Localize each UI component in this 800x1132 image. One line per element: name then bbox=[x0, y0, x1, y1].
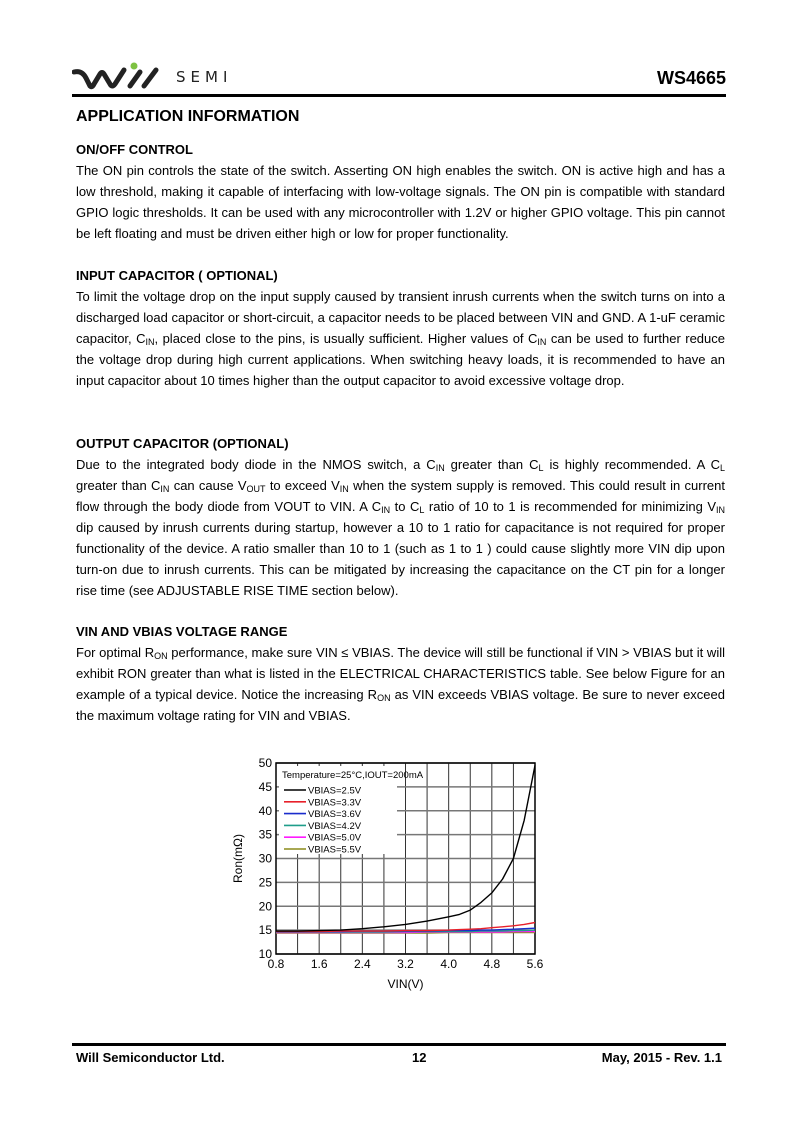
subscript: L bbox=[538, 463, 544, 473]
section-heading: VIN AND VBIAS VOLTAGE RANGE bbox=[76, 624, 288, 639]
x-tick-label: 2.4 bbox=[353, 957, 371, 971]
legend-label: VBIAS=3.6V bbox=[308, 809, 362, 821]
page-header bbox=[72, 58, 726, 97]
page-title: APPLICATION INFORMATION bbox=[76, 108, 300, 125]
subscript: IN bbox=[435, 463, 445, 473]
x-tick-label: 3.2 bbox=[397, 957, 414, 971]
subscript: IN bbox=[160, 484, 170, 494]
footer-revision: May, 2015 - Rev. 1.1 bbox=[601, 1050, 722, 1065]
subscript: IN bbox=[537, 337, 547, 347]
x-axis-label: VIN(V) bbox=[387, 977, 424, 991]
x-tick-label: 4.0 bbox=[440, 957, 458, 971]
subscript: L bbox=[419, 505, 425, 515]
y-tick-label: 45 bbox=[258, 779, 272, 794]
ron-vs-vin-chart bbox=[220, 752, 560, 997]
y-tick-label: 50 bbox=[258, 756, 272, 770]
section-heading: ON/OFF CONTROL bbox=[76, 142, 193, 157]
y-tick-label: 40 bbox=[258, 803, 272, 818]
subscript: L bbox=[719, 463, 725, 473]
subscript: ON bbox=[154, 651, 168, 661]
legend-label: VBIAS=2.5V bbox=[308, 785, 362, 797]
x-tick-label: 5.6 bbox=[526, 957, 544, 971]
x-tick-label: 1.6 bbox=[310, 957, 328, 971]
section-output-capacitor bbox=[76, 433, 725, 601]
legend-label: VBIAS=4.2V bbox=[308, 820, 362, 832]
page-footer bbox=[72, 1043, 726, 1068]
subscript: OUT bbox=[246, 484, 266, 494]
y-tick-label: 15 bbox=[258, 923, 272, 938]
document-id: WS4665 bbox=[656, 68, 726, 88]
x-tick-label: 0.8 bbox=[267, 957, 285, 971]
chart-annotation: Temperature=25°C,IOUT=200mA bbox=[282, 770, 424, 781]
y-tick-label: 35 bbox=[258, 827, 272, 842]
section-body: To limit the voltage drop on the input supply caused by transient inrush currents when the switch turns on into a discharged load capacitor or short-circuit, a capacitor needs to be placed between VIN and GND. A 1-uF ceramic capacitor, $C_{IN}$, placed close to the pins, is usually sufficient. Higher values of $C_{IN}$ can be used to further reduce the voltage drop during high current applications. When switching heavy loads, it is recommended to have an input capacitor about 10 times higher than the output capacitor to avoid excessive voltage drop. bbox=[76, 289, 725, 388]
section-input-capacitor bbox=[76, 265, 725, 391]
page-number: 12 bbox=[412, 1050, 427, 1065]
subscript: IN bbox=[145, 337, 155, 347]
section-heading: INPUT CAPACITOR ( OPTIONAL) bbox=[76, 268, 278, 283]
section-on-off-control bbox=[76, 139, 725, 244]
legend-label: VBIAS=5.5V bbox=[308, 844, 362, 856]
y-axis-label: Ron(mΩ) bbox=[231, 834, 245, 883]
footer-company: Will Semiconductor Ltd. bbox=[76, 1050, 225, 1065]
subscript: IN bbox=[716, 505, 725, 515]
section-body: For optimal $R_{ON}$ performance, make sure VIN ≤ VBIAS. The device will still be functional if VIN > VBIAS but it will exhibit RON greater than what is listed in the ELECTRICAL CHARACTERISTICS table. See below Figure for an example of a typical device. Notice the increasing $R_{ON}$ as VIN exceeds VBIAS voltage. Be sure to never exceed the maximum voltage rating for VIN and VBIAS. bbox=[76, 645, 725, 723]
chart-svg bbox=[220, 752, 560, 997]
section-body: The ON pin controls the state of the switch. Asserting ON high enables the switch. ON is active high and has a low threshold, making it capable of interfacing with low-voltage signals. The ON pin is compatible with standard GPIO logic thresholds. It can be used with any microcontroller with 1.2V or higher GPIO voltage. This pin cannot be left floating and must be driven either high or low for proper functionality. bbox=[76, 163, 725, 241]
y-tick-label: 10 bbox=[258, 947, 272, 961]
y-tick-label: 20 bbox=[258, 899, 272, 914]
section-vin-vbias-range bbox=[76, 621, 725, 726]
legend-label: VBIAS=5.0V bbox=[308, 832, 362, 844]
y-tick-label: 25 bbox=[258, 875, 272, 890]
section-heading: OUTPUT CAPACITOR (OPTIONAL) bbox=[76, 436, 289, 451]
legend-label: VBIAS=3.3V bbox=[308, 797, 362, 809]
y-tick-label: 30 bbox=[258, 851, 272, 866]
subscript: IN bbox=[381, 505, 391, 515]
subscript: IN bbox=[339, 484, 349, 494]
section-body: Due to the integrated body diode in the NMOS switch, a $C_{IN}$ greater than $C_L$ is highly recommended. A $C_L$ greater than $C_{IN}$ can cause $V_{OUT}$ to exceed $V_{IN}$ when the system supply is removed. This could result in current flow through the body diode from VOUT to VIN. A $C_{IN}$ to $C_L$ ratio of 10 to 1 is recommended for minimizing $V_{IN}$ dip caused by inrush currents during startup, however a 10 to 1 ratio for capacitance is not required for proper functionality of the device. A ratio smaller than 10 to 1 (such as 1 to 1 ) could cause slightly more VIN dip upon turn-on due to inrush currents. This can be mitigated by increasing the capacitance on the CT pin for a longer rise time (see ADJUSTABLE RISE TIME section below). bbox=[76, 457, 725, 598]
x-tick-label: 4.8 bbox=[483, 957, 501, 971]
subscript: ON bbox=[377, 693, 391, 703]
logo-text: SEMI bbox=[176, 68, 233, 86]
